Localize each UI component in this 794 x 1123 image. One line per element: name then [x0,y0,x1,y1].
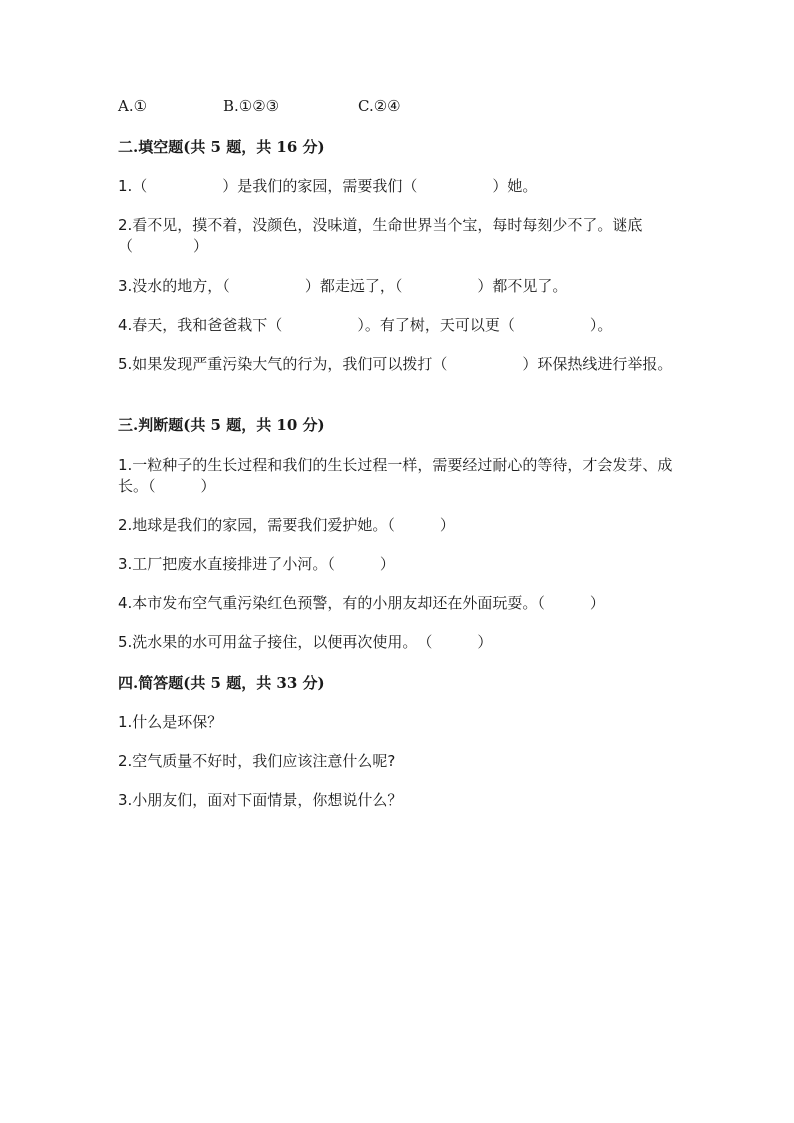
fill-blank-question-1: 1.（ ）是我们的家园，需要我们（ ）她。 [118,177,538,195]
fill-blank-question-3: 3.没水的地方，（ ）都走远了，（ ）都不见了。 [118,277,568,295]
answer-options-row [118,97,678,119]
judgement-question-1: 1.一粒种子的生长过程和我们的生长过程一样，需要经过耐心的等待，才会发芽、成长。（ ） [118,456,673,495]
section-heading-judgement: 三.判断题(共 5 题，共 10 分) [118,416,325,434]
judgement-question-4: 4.本市发布空气重污染红色预警，有的小朋友却还在外面玩耍。（ ） [118,594,605,612]
short-answer-question-1: 1.什么是环保？ [118,713,223,731]
fill-blank-question-2: 2.看不见，摸不着，没颜色，没味道，生命世界当个宝，每时每刻少不了。谜底（ ） [118,216,643,255]
short-answer-question-2: 2.空气质量不好时，我们应该注意什么呢? [118,752,396,770]
fill-blank-question-5: 5.如果发现严重污染大气的行为，我们可以拨打（ ）环保热线进行举报。 [118,355,673,373]
option-b: B.①②③ [223,97,280,115]
judgement-question-3: 3.工厂把废水直接排进了小河。（ ） [118,555,395,573]
option-a: A.① [118,97,148,115]
judgement-question-2: 2.地球是我们的家园，需要我们爱护她。（ ） [118,516,455,534]
judgement-question-5: 5.洗水果的水可用盆子接住，以便再次使用。 （ ） [118,633,493,651]
option-c: C.②④ [358,97,401,115]
section-heading-fill-blank: 二.填空题(共 5 题，共 16 分) [118,138,325,156]
short-answer-question-3: 3.小朋友们，面对下面情景，你想说什么？ [118,791,403,809]
section-heading-short-answer: 四.简答题(共 5 题，共 33 分) [118,674,325,692]
fill-blank-question-4: 4.春天，我和爸爸栽下（ ）。有了树，天可以更（ ）。 [118,316,613,334]
